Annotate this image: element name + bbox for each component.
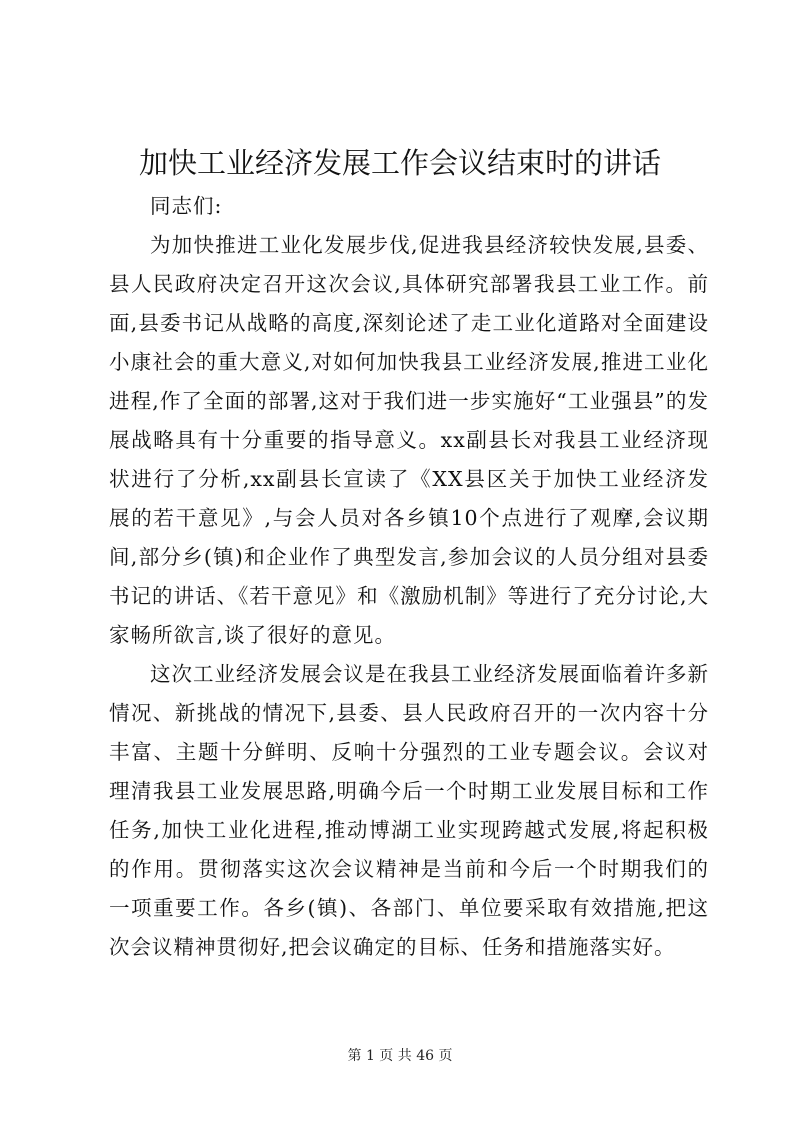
body-paragraph-2: 这次工业经济发展会议是在我县工业经济发展面临着许多新情况、新挑战的情况下,县委、县人民政府召开的一次内容十分丰富、主题十分鲜明、反响十分强烈的工业专题会议。会议对理清我县工业发展思路,明确今后一个时期工业发展目标和工作任务,加快工业化进程,推动博湖工业实现跨越式发展,将起积极的作用。贯彻落实这次会议精神是当前和今后一个时期我们的一项重要工作。各乡(镇)、各部门、单位要采取有效措施,把这次会议精神贯彻好,把会议确定的目标、任务和措施落实好。	[109, 662, 709, 959]
page-number-footer: 第 1 页 共 46 页	[347, 1048, 453, 1064]
document-title: 加快工业经济发展工作会议结束时的讲话	[138, 146, 661, 180]
salutation-paragraph: 同志们:	[150, 194, 223, 218]
body-paragraph-1: 为加快推进工业化发展步伐,促进我县经济较快发展,县委、县人民政府决定召开这次会议,具体研究部署我县工业工作。前面,县委书记从战略的高度,深刻论述了走工业化道路对全面建设小康社会的重大意义,对如何加快我县工业经济发展,推进工业化进程,作了全面的部署,这对于我们进一步实施好“工业强县”的发展战略具有十分重要的指导意义。xx副县长对我县工业经济现状进行了分析,xx副县长宣读了《XX县区关于加快工业经济发展的若干意见》,与会人员对各乡镇10个点进行了观摩,会议期间,部分乡(镇)和企业作了典型发言,参加会议的人员分组对县委书记的讲话、《若干意见》和《激励机制》等进行了充分讨论,大家畅所欲言,谈了很好的意见。	[109, 233, 709, 647]
document-body	[109, 187, 709, 967]
